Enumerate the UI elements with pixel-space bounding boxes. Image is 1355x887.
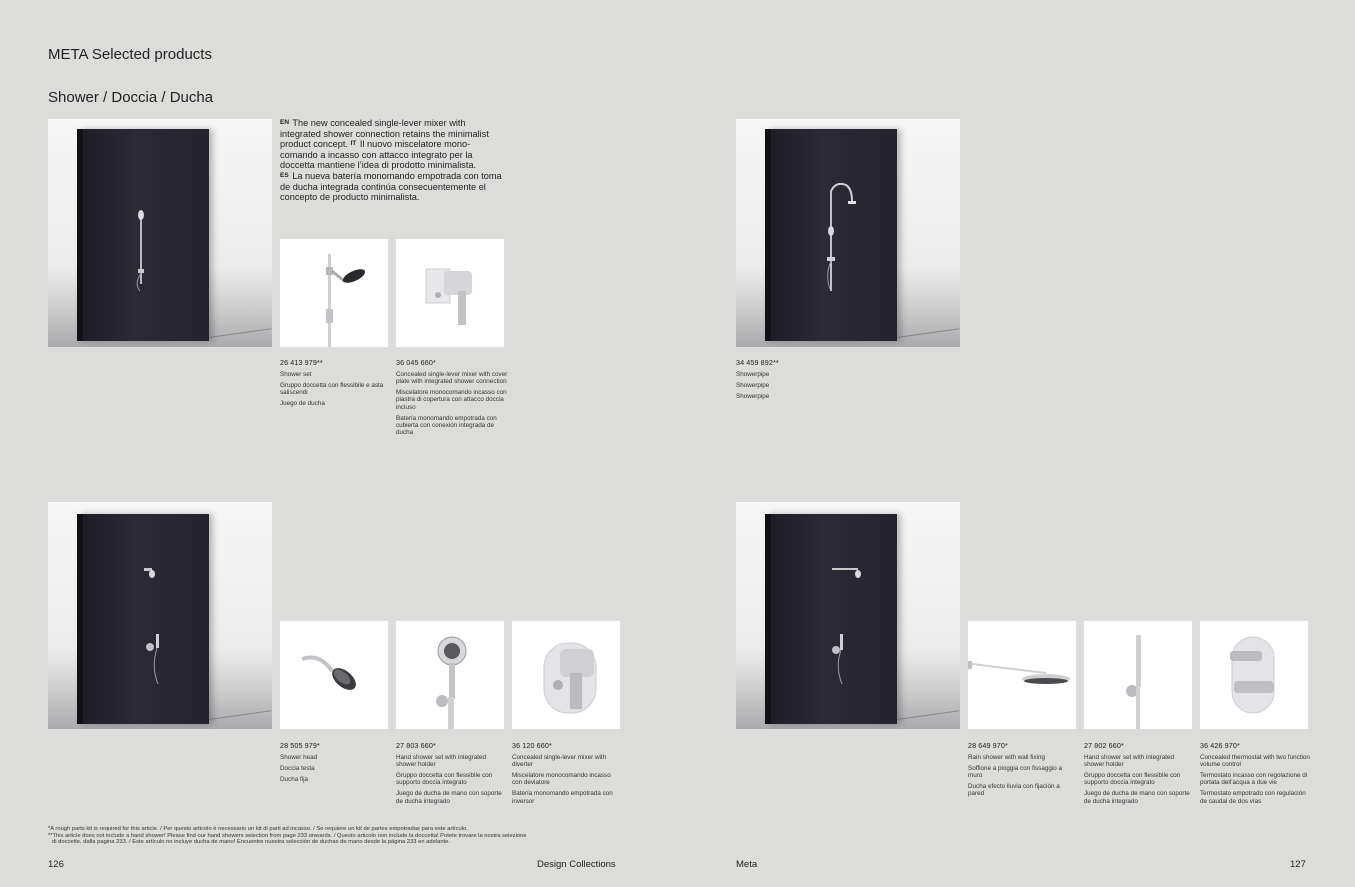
page-title: META Selected products	[48, 46, 212, 63]
product-description	[1200, 754, 1310, 809]
scene-shower-set	[48, 119, 272, 347]
page-number-left: 126	[48, 859, 64, 870]
desc-en: Shower set	[280, 371, 312, 378]
shower-head-icon	[280, 621, 388, 729]
desc-it: Soffione a pioggia con fissaggio a muro	[968, 765, 1063, 780]
product-image-shower-head	[280, 621, 388, 729]
product-code: 36 045 660*	[396, 358, 436, 367]
intro-it: Il nuovo miscelatore mono-comando a incasso con attacco integrato per la doccetta mantiene l’idea di prodotto minimalista.	[280, 139, 477, 171]
product-image-rain-shower	[968, 621, 1076, 729]
desc-en: Rain shower with wall fixing	[968, 754, 1045, 761]
product-code: 36 426 970*	[1200, 741, 1240, 750]
hand-shower-set-2-icon	[1084, 621, 1192, 729]
footer-label-right: Meta	[736, 859, 758, 870]
footnote-line: di doccette, dalla pagina 233. / Este artículo no incluye ducha de mano! Encuentre nuestra selección de duchas de mano desde la página 233 en adelante.	[52, 839, 451, 846]
desc-it: Gruppo doccetta con flessibile e asta saliscendi	[280, 382, 384, 397]
desc-en: Hand shower set with integrated shower holder	[396, 754, 486, 769]
product-description	[396, 754, 504, 809]
product-code: 28 505 979*	[280, 741, 320, 750]
desc-es: Ducha efecto lluvia con fijación a pared	[968, 783, 1060, 798]
product-description	[968, 754, 1068, 801]
product-code: 26 413 979**	[280, 358, 323, 367]
desc-es: Juego de ducha de mano con soporte de ducha integrado	[396, 790, 502, 805]
footnotes	[48, 826, 688, 846]
lang-tag-es: ES	[280, 171, 289, 179]
concealed-mixer-icon	[396, 239, 504, 347]
desc-es: Batería monomando empotrada con inversor	[512, 790, 613, 805]
desc-es: Juego de ducha de mano con soporte de ducha integrado	[1084, 790, 1190, 805]
desc-it: Miscelatore monocomando incasso con piastra di copertura con attacco doccia incluso	[396, 389, 507, 411]
intro-en: The new concealed single-lever mixer with integrated shower connection retains the minimalist product concept.	[280, 118, 489, 150]
shower-set-icon	[280, 239, 388, 347]
desc-es: Showerpipe	[736, 393, 770, 400]
desc-it: Showerpipe	[736, 382, 770, 389]
lang-tag-it: IT	[350, 140, 357, 148]
product-image-thermostat	[1200, 621, 1308, 729]
product-image-hand-shower-set	[396, 621, 504, 729]
product-image-concealed-mixer	[396, 239, 504, 347]
scene-rain-shower-set	[736, 502, 960, 729]
rain-shower-set-fixture-icon	[736, 502, 960, 729]
product-description	[280, 371, 385, 411]
desc-en: Shower head	[280, 754, 318, 761]
product-image-shower-set	[280, 239, 388, 347]
desc-it: Gruppo doccetta con flessibile con supporto doccia integrato	[1084, 772, 1181, 787]
desc-es: Termostato empotrado con regulación de caudal de dos vías	[1200, 790, 1306, 805]
product-description	[1084, 754, 1192, 809]
mixer-diverter-icon	[512, 621, 620, 729]
product-image-mixer-diverter	[512, 621, 620, 729]
desc-en: Concealed single-lever mixer with cover plate with integrated shower connection	[396, 371, 508, 386]
product-description	[396, 371, 508, 440]
footer-label-left: Design Collections	[537, 859, 616, 870]
showerpipe-fixture-icon	[736, 119, 960, 347]
shower-head-set-fixture-icon	[48, 502, 272, 729]
scene-shower-head-set	[48, 502, 272, 729]
desc-en: Hand shower set with integrated shower holder	[1084, 754, 1174, 769]
page-number-right: 127	[1290, 859, 1306, 870]
product-code: 36 120 660*	[512, 741, 552, 750]
product-code: 34 459 892**	[736, 358, 779, 367]
product-code: 27 802 660*	[1084, 741, 1124, 750]
footnote-line: **This article does not include a hand shower! Please find our hand showers selection from page 233 onwards. / Questo articolo non include la doccetta! Potete trovare la nostra selezione	[48, 832, 527, 839]
desc-en: Concealed single-lever mixer with diverter	[512, 754, 607, 769]
desc-it: Gruppo doccetta con flessibile con supporto doccia integrato	[396, 772, 493, 787]
intro-text	[280, 118, 506, 203]
desc-it: Miscelatore monocomando incasso con deviatore	[512, 772, 611, 787]
product-code: 28 649 970*	[968, 741, 1008, 750]
desc-it: Termostato incasso con regolazione di portata dell’acqua a due vie	[1200, 772, 1308, 787]
desc-en: Concealed thermostat with two function volume control	[1200, 754, 1310, 769]
section-title: Shower / Doccia / Ducha	[48, 89, 214, 106]
product-description	[736, 371, 841, 404]
shower-set-fixture-icon	[48, 119, 272, 347]
intro-es: La nueva batería monomando empotrada con toma de ducha integrada continúa consecuentemente el concepto de producto minimalista.	[280, 170, 502, 203]
desc-es: Juego de ducha	[280, 400, 325, 408]
product-code: 27 803 660*	[396, 741, 436, 750]
thermostat-icon	[1200, 621, 1308, 729]
desc-en: Showerpipe	[736, 371, 770, 378]
desc-es: Ducha fija	[280, 776, 309, 783]
product-description	[280, 754, 385, 787]
lang-tag-en: EN	[280, 119, 290, 126]
product-description	[512, 754, 620, 809]
desc-it: Doccia testa	[280, 765, 315, 772]
footnote-line: *A rough parts kit is required for this article. / Per questo articolo è necessario un kit di parti ad incasso. / Se requiere un kit de partes empotradas para este artículo.	[48, 826, 468, 832]
hand-shower-set-icon	[396, 621, 504, 729]
rain-shower-icon	[968, 621, 1076, 729]
product-image-hand-shower-set-2	[1084, 621, 1192, 729]
desc-es: Batería monomando empotrada con cubierta con conexión integrada de ducha	[396, 414, 497, 437]
scene-showerpipe	[736, 119, 960, 347]
